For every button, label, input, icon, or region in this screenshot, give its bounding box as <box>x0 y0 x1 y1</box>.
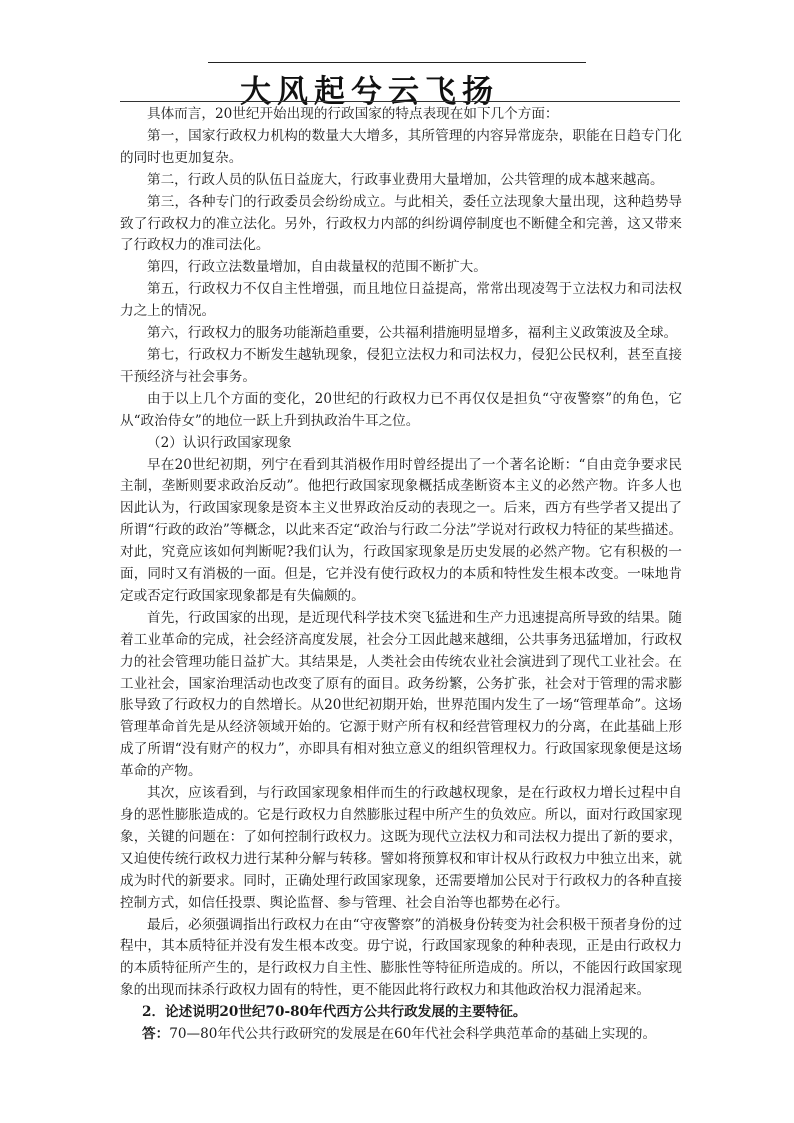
paragraph-point-2: 第二，行政人员的队伍日益庞大，行政事业费用大量增加，公共管理的成本越来越高。 <box>147 171 664 188</box>
answer-paragraph <box>120 1024 682 1046</box>
paragraph-point-1: 第一，国家行政权力机构的数量大大增多，其所管理的内容异常庞杂，职能在日趋专门化的同时也更加复杂。 <box>120 127 682 166</box>
paragraph-point-4: 第四，行政立法数量增加，自由裁量权的范围不断扩大。 <box>147 259 487 276</box>
paragraph-secondly: 其次，应该看到，与行政国家现象相伴而生的行政越权现象，是在行政权力增长过程中自身的恶性膨胀造成的。它是行政权力自然膨胀过程中所产生的负效应。所以，面对行政国家现象，关键的问题在：了如何控制行政权力。这既为现代立法权力和司法权力提出了新的要求，又迫使传统行政权力进行某种分解与转移。譬如将预算权和审计权从行政权力中独立出来，就成为时代的新要求。同时，正确处理行政国家现象，还需要增加公民对于行政权力的各种直接控制方式，如信任投票、舆论监督、参与管理、社会自治等也都势在必行。 <box>120 785 682 911</box>
paragraph-point-6: 第六，行政权力的服务功能渐趋重要，公共福利措施明显增多，福利主义政策波及全球。 <box>147 325 678 342</box>
header-bottom-rule <box>120 101 680 102</box>
paragraph-firstly: 首先，行政国家的出现，是近现代科学技术突飞猛进和生产力迅速提高所导致的结果。随着工业革命的完成，社会经济高度发展，社会分工因此越来越细，公共事务迅猛增加，行政权力的社会管理功能日益扩大。其结果是，人类社会由传统农业社会演进到了现代工业社会。在工业社会，国家治理活动也改变了原有的面目。政务纷繁，公务扩张，社会对于管理的需求膨胀导致了行政权力的自然增长。从20世纪初期开始，世界范围内发生了一场“管理革命”。这场管理革命首先是从经济领域开始的。它源于财产所有权和经营管理权力的分离，在此基础上形成了所谓“没有财产的权力”，亦即具有相对独立意义的组织管理权力。行政国家现象便是这场革命的产物。 <box>120 609 682 780</box>
header-top-rule <box>208 62 586 63</box>
paragraph-point-5: 第五，行政权力不仅自主性增强，而且地位日益提高，常常出现凌驾于立法权力和司法权力之上的情况。 <box>120 281 682 320</box>
document-body <box>120 104 682 1046</box>
header-title: 大风起兮云飞扬 <box>240 74 499 110</box>
paragraph-lenin: 早在20世纪初期，列宁在看到其消极作用时曾经提出了一个著名论断：“自由竞争要求民主制，垄断则要求政治反动”。他把行政国家现象概括成垄断资本主义的必然产物。许多人也因此认为，行政国家现象是资本主义世界政治反动的表现之一。后来，西方有些学者又提出了所谓“行政的政治”等概念，以此来否定“政治与行政二分法”学说对行政权力特征的某些描述。对此，究竟应该如何判断呢?我们认为，行政国家现象是历史发展的必然产物。它有积极的一面，同时又有消极的一面。但是，它并没有使行政权力的本质和特性发生根本改变。一味地肯定或否定行政国家现象都是有失偏颇的。 <box>120 456 682 604</box>
answer-label: 答： <box>142 1026 170 1043</box>
paragraph-intro: 具体而言，20世纪开始出现的行政国家的特点表现在如下几个方面： <box>147 106 559 122</box>
paragraph-finally: 最后，必须强调指出行政权力在由“守夜警察”的消极身份转变为社会积极干预者身份的过程中，其本质特征并没有发生根本改变。毋宁说，行政国家现象的种种表现，正是由行政权力的本质特征所产生的，是行政权力自主性、膨胀性等特征所造成的。所以，不能因行政国家现象的出现而抹杀行政权力固有的特性，更不能因此将行政权力和其他政治权力混淆起来。 <box>120 916 682 999</box>
paragraph-point-7: 第七，行政权力不断发生越轨现象，侵犯立法权力和司法权力，侵犯公民权利，甚至直接干预经济与社会事务。 <box>120 346 682 385</box>
question-heading: 2．论述说明20世纪70-80年代西方公共行政发展的主要特征。 <box>142 1004 527 1021</box>
paragraph-point-3: 第三，各种专门的行政委员会纷纷成立。与此相关，委任立法现象大量出现，这种趋势导致了行政权力的准立法化。另外，行政权力内部的纠纷调停制度也不断健全和完善，这又带来了行政权力的准司法化。 <box>120 193 682 254</box>
answer-text: 70—80年代公共行政研究的发展是在60年代社会科学典范革命的基础上实现的。 <box>169 1026 657 1043</box>
section-heading: （2）认识行政国家现象 <box>147 434 292 451</box>
paragraph-summary: 由于以上几个方面的变化，20世纪的行政权力已不再仅仅是担负“守夜警察”的角色，它从“政治侍女”的地位一跃上升到执政治牛耳之位。 <box>120 390 682 429</box>
